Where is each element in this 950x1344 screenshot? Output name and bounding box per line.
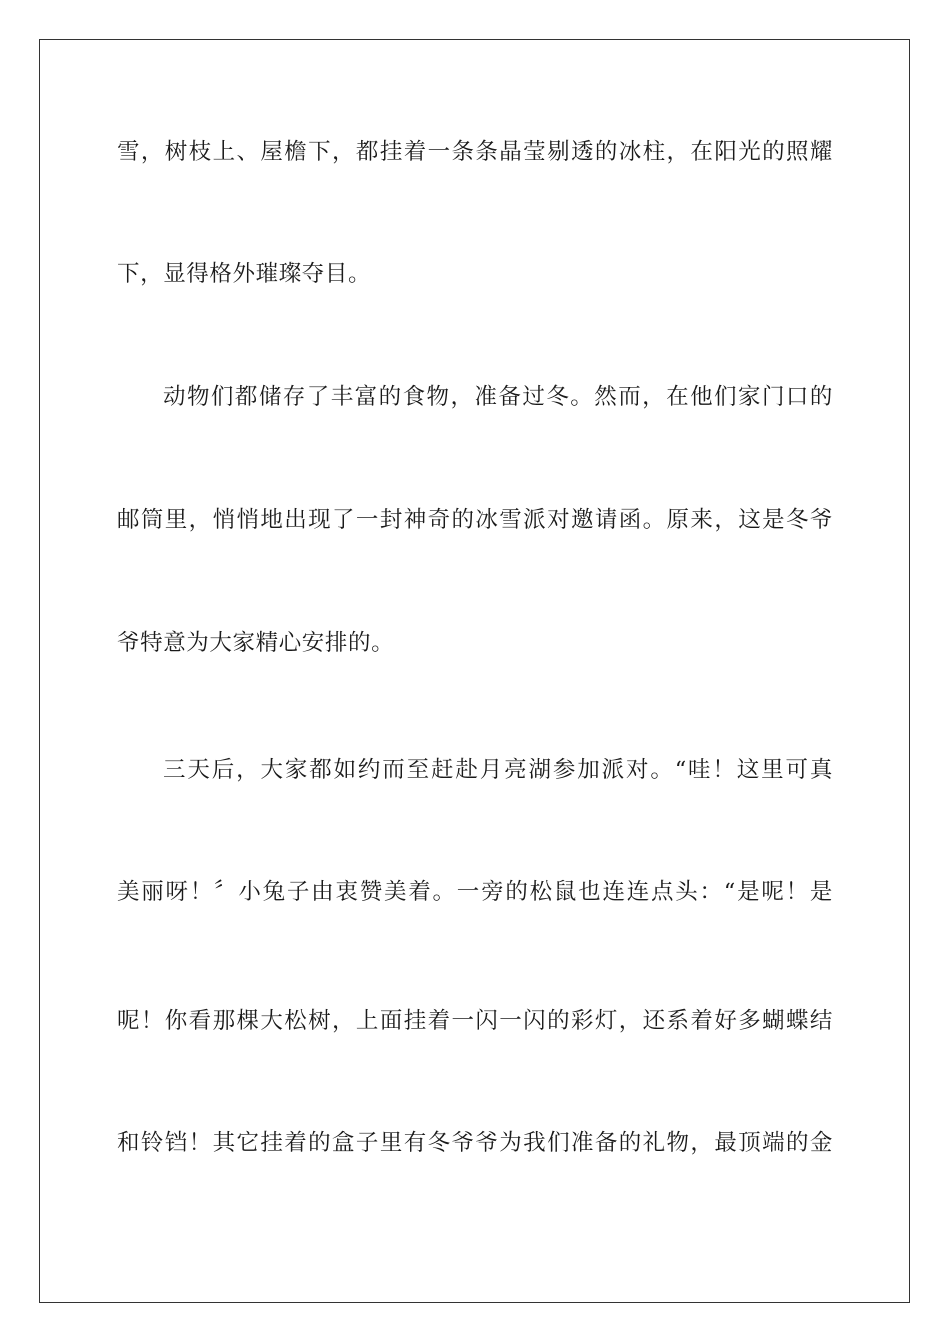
text-line-2: 下，显得格外璀璨夺目。 (117, 261, 372, 287)
text-line-9: 和铃铛！其它挂着的盒子里有冬爷爷为我们准备的礼物，最顶端的金 (117, 1130, 833, 1156)
text-line-7: 美丽呀！〞小兔子由衷赞美着。一旁的松鼠也连连点头：“是呢！是 (117, 879, 833, 905)
text-line-6: 三天后，大家都如约而至赶赴月亮湖参加派对。“哇！这里可真 (163, 757, 833, 783)
text-line-3: 动物们都储存了丰富的食物，准备过冬。然而，在他们家门口的 (163, 384, 833, 410)
page-border (39, 39, 910, 1303)
text-line-4: 邮筒里，悄悄地出现了一封神奇的冰雪派对邀请函。原来，这是冬爷 (117, 507, 833, 533)
text-line-8: 呢！你看那棵大松树，上面挂着一闪一闪的彩灯，还系着好多蝴蝶结 (117, 1008, 833, 1034)
text-line-5: 爷特意为大家精心安排的。 (117, 630, 395, 656)
text-line-1: 雪，树枝上、屋檐下，都挂着一条条晶莹剔透的冰柱，在阳光的照耀 (117, 139, 833, 165)
